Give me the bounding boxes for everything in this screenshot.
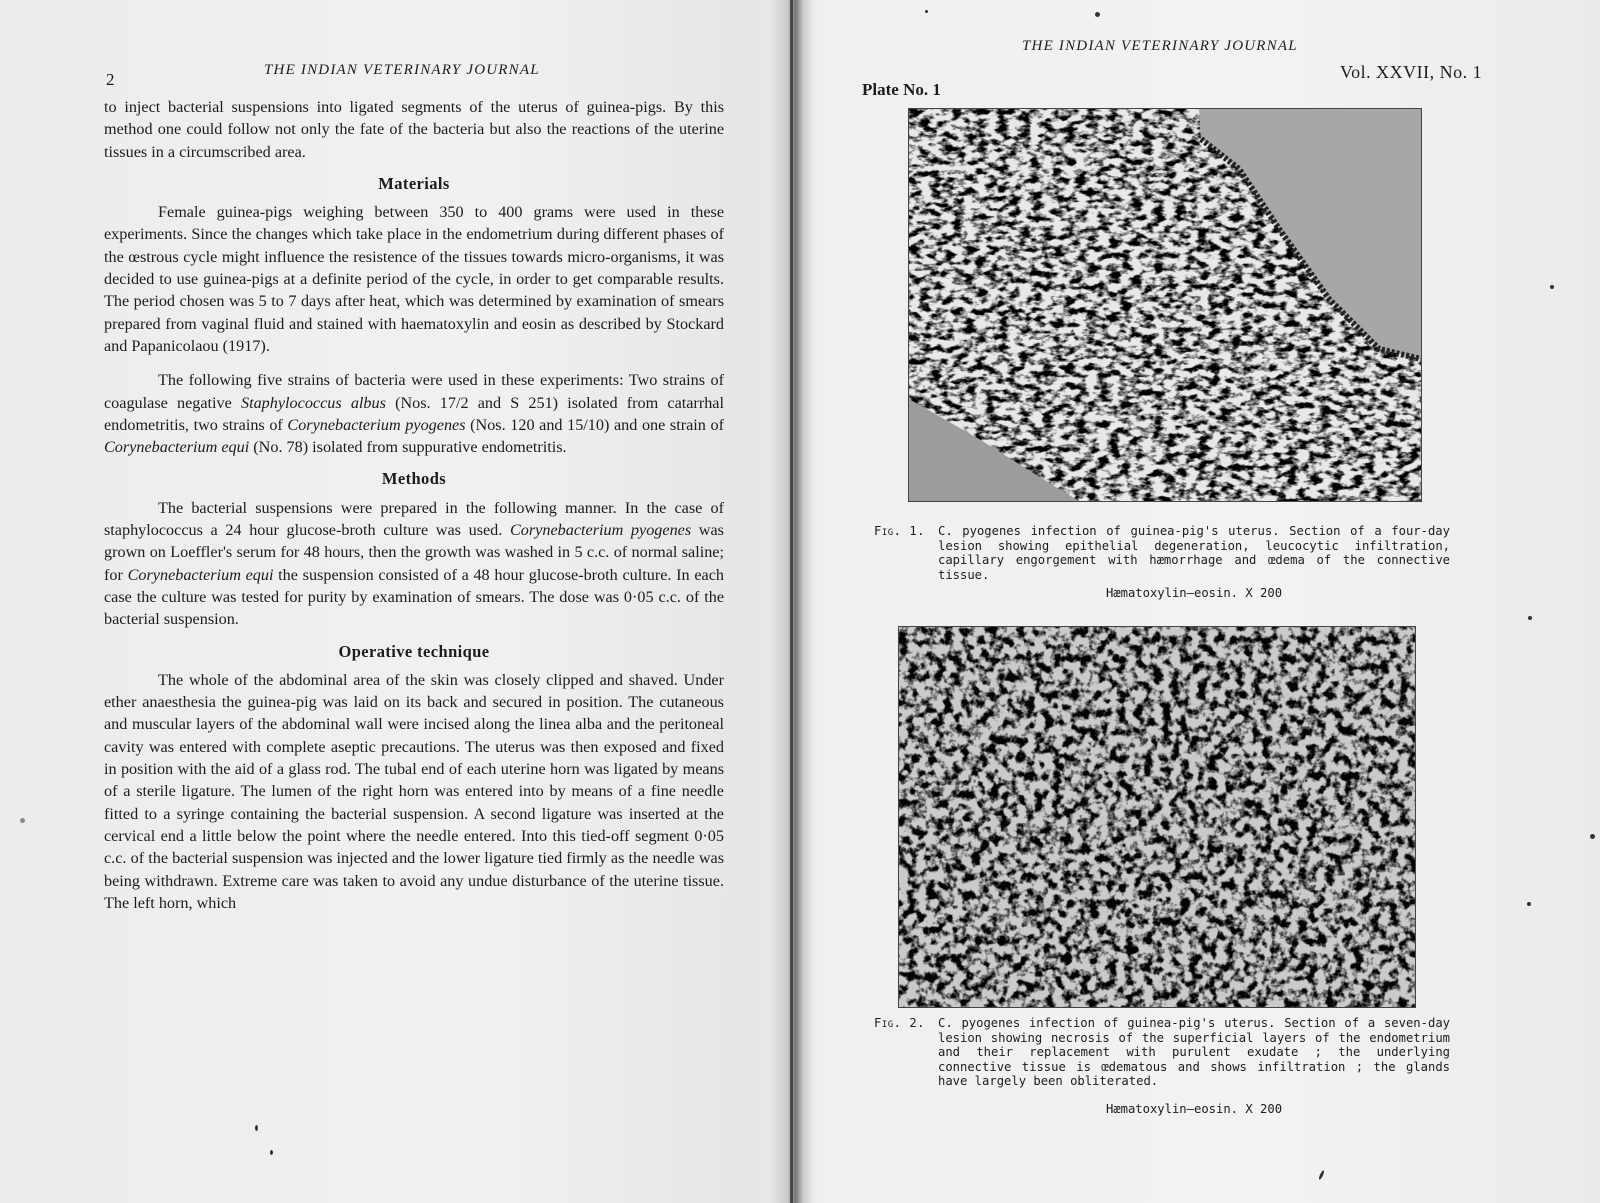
paper-speck <box>20 818 25 823</box>
running-head-left: THE INDIAN VETERINARY JOURNAL <box>264 62 540 78</box>
paper-speck <box>270 1150 273 1155</box>
paper-speck <box>1095 12 1100 17</box>
species-staphylococcus-albus: Staphylococcus albus <box>240 393 386 412</box>
figure-2-micrograph <box>898 626 1416 1008</box>
methods-paragraph: The bacterial suspensions were prepared in the following manner. In the case of staphylococcus a 24 hour glucose-broth culture was used. Corynebacterium pyogenes was grown on Loeffler's serum for 48 hours, then the growth was washed in 5 c.c. of normal saline; for Corynebacterium equi the suspension consisted of a 48 hour glucose-broth culture. In each case the culture was tested for purity by examination of smears. The dose was 0·05 c.c. of the bacterial suspension. <box>104 498 724 629</box>
plate-label: Plate No. 1 <box>862 80 941 99</box>
paper-speck <box>1590 834 1595 839</box>
species-c-pyogenes-2: Corynebacterium pyogenes <box>509 521 692 540</box>
paper-speck <box>1318 1170 1325 1180</box>
paper-speck <box>255 1125 258 1131</box>
intro-paragraph: to inject bacterial suspensions into ligated segments of the uterus of guinea-pigs. By this method one could follow not only the fate of the bacteria but also the reactions of the uterine tissues in a circumscribed area. <box>104 98 724 161</box>
paper-speck <box>925 10 928 13</box>
figure-2-image <box>899 627 1415 1007</box>
operative-paragraph: The whole of the abdominal area of the skin was closely clipped and shaved. Under ether anaesthesia the guinea-pig was laid on its back and secured in position. The cutaneous and muscular layers of the abdominal wall were incised along the linea alba and the peritoneal cavity was entered with complete aseptic precautions. The uterus was then exposed and fixed in position with the aid of a glass rod. The tubal end of each uterine horn was ligated by means of a sterile ligature. The lumen of the right horn was entered into by means of a fine needle fitted to a syringe containing the bacterial suspension. A second ligature was inserted at the cervical end a little below the point where the needle entered. Into this tied-off segment 0·05 c.c. of the bacterial suspension was injected and the lower ligature tied firmly as the needle was being withdrawn. Extreme care was taken to avoid any undue disturbance of the uterine tissue. The left horn, which <box>104 670 724 912</box>
paper-speck <box>1528 616 1532 620</box>
materials-paragraph-1: Female guinea-pigs weighing between 350 to 400 grams were used in these experiments. Since the changes which take place in the endometrium during different phases of the œstrous cycle might influence the resistence of the tissues towards micro-organisms, it was decided to use guinea-pigs at a definite period of the cycle, in order to get comparable results. The period chosen was 5 to 7 days after heat, which was determined by examination of smears prepared from vaginal fluid and stained with haematoxylin and eosin as described by Stockard and Papanicolaou (1917). <box>104 203 724 355</box>
materials-heading: Materials <box>378 173 450 193</box>
left-body-text <box>104 96 724 914</box>
figure-1-caption <box>874 524 1474 604</box>
figure-2-caption-text: C. pyogenes infection of guinea-pig's uterus. Section of a seven-day lesion showing necrosis of the superficial layers of the endometrium and their replacement with purulent exudate ; the underlying connective tissue is œdematous and shows infiltration ; the glands have largely been obliterated. <box>938 1016 1450 1089</box>
figure-1-stain: Hæmatoxylin–eosin. X 200 <box>1105 586 1283 600</box>
volume-label: Vol. XXVII, No. 1 <box>1340 62 1483 82</box>
figure-1-micrograph <box>908 108 1422 502</box>
species-c-equi: Corynebacterium equi <box>104 438 250 457</box>
figure-1-caption-text: C. pyogenes infection of guinea-pig's uterus. Section of a four-day lesion showing epithelial degeneration, leucocytic infiltration, capillary engorgement with hæmorrhage and œdema of the connective tissue. <box>938 524 1450 582</box>
figure-1-image <box>909 109 1421 501</box>
figure-2-caption <box>874 1016 1474 1126</box>
paper-speck <box>1527 902 1531 906</box>
materials-paragraph-2: The following five strains of bacteria were used in these experiments: Two strains of coagulase negative Staphylococcus albus (Nos. 17/2 and S 251) isolated from catarrhal endometritis, two strains of Corynebacterium pyogenes (Nos. 120 and 15/10) and one strain of Corynebacterium equi (No. 78) isolated from suppurative endometritis. <box>104 371 724 457</box>
species-c-equi-2: Corynebacterium equi <box>127 565 274 584</box>
running-head-right: THE INDIAN VETERINARY JOURNAL <box>1022 38 1298 54</box>
figure-2-label: Fig. 2. <box>874 1016 926 1030</box>
methods-heading: Methods <box>381 469 447 489</box>
operative-technique-heading: Operative technique <box>338 641 490 661</box>
figure-1-label: Fig. 1. <box>874 524 926 538</box>
book-gutter-line <box>790 0 793 1203</box>
page-number: 2 <box>106 70 115 89</box>
paper-speck <box>1550 285 1554 289</box>
species-c-pyogenes: Corynebacterium pyogenes <box>287 415 466 434</box>
figure-2-stain: Hæmatoxylin–eosin. X 200 <box>1105 1102 1283 1116</box>
